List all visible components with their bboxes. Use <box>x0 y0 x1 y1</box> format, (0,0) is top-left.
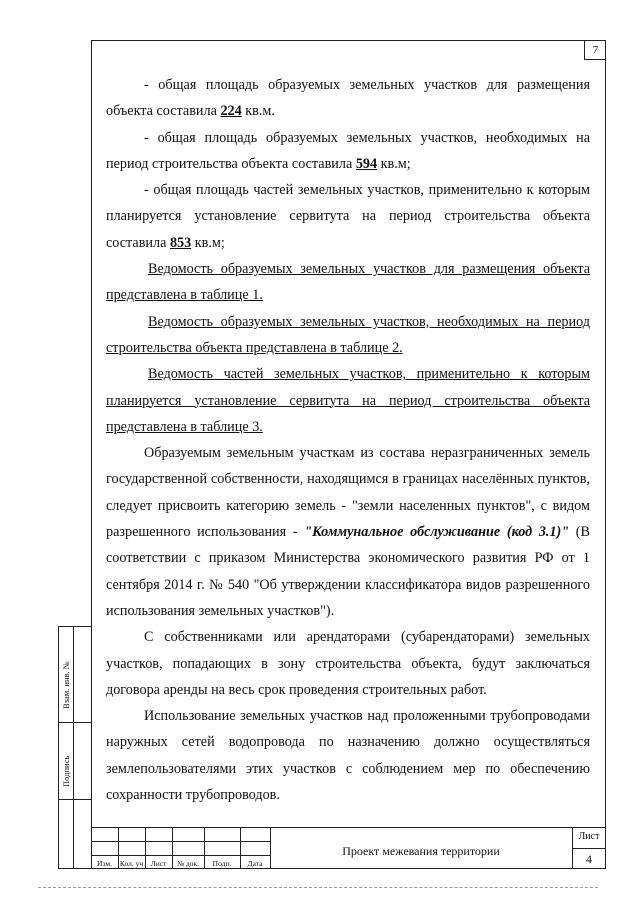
area-value-853: 853 <box>169 234 192 251</box>
permitted-use-text: "Коммунальное обслуживание (код 3.1)" <box>304 524 570 541</box>
col-list: Лист <box>150 859 167 868</box>
paragraph-area-construction: - общая площадь образуемых земельных участков, необходимых на период строительства объекта составила 594 кв.м; <box>106 129 590 172</box>
document-body <box>106 72 590 808</box>
paragraph-table2-ref: Ведомость образуемых земельных участков, необходимых на период строительства объекта представлена в таблице 2. <box>106 313 590 356</box>
col-kol-uch: Кол. уч <box>119 859 144 868</box>
corner-page-number: 7 <box>584 40 606 60</box>
title-block <box>91 827 606 869</box>
side-stamp <box>58 626 91 869</box>
col-izm: Изм. <box>97 859 112 868</box>
col-date: Дата <box>247 859 263 868</box>
col-doc-number: № док. <box>176 859 200 868</box>
replacement-inventory-label: Взам. инв. № <box>61 661 71 709</box>
paragraph-table3-ref: Ведомость частей земельных участков, применительно к которым планируется установление сервитута на период строительства объекта представлена в таблице 3. <box>106 366 590 435</box>
signature-label: Подпись <box>61 755 71 787</box>
area-value-224: 224 <box>220 103 242 120</box>
paragraph-area-servitude: - общая площадь частей земельных участков, применительно к которым планируется установление сервитута на период строительства объекта составила 853 кв.м; <box>106 182 590 251</box>
area-value-594: 594 <box>355 155 378 172</box>
paragraph-lease: С собственниками или арендаторами (субарендаторами) земельных участков, попадающих в зону строительства объекта, будут заключаться договора аренды на весь срок проведения строительных работ. <box>106 629 590 698</box>
sheet-number: 4 <box>586 852 592 866</box>
paragraph-land-category: Образуемым земельным участкам из состава неразграниченных земель государственной собственности, находящимся в границах населённых пунктов, следует присвоить категорию земель - "земли населенных пунктов", с видом разрешенного использования - "Коммунальное обслуживание (код 3.1)" (В соответствии с приказом Министерства экономического развития РФ от 1 сентября 2014 г. № 540 "Об утверждении классификатора видов разрешенного использования земельных участков"). <box>106 445 590 619</box>
paragraph-pipelines: Использование земельных участков над проложенными трубопроводами наружных сетей водопровода по назначению должно осуществляться землепользователями этих участков с соблюдением мер по обеспечению сохранности трубопроводов. <box>106 708 590 804</box>
col-signature: Подп. <box>212 859 232 868</box>
bottom-scan-edge <box>38 887 598 888</box>
document-title: Проект межевания территории <box>342 844 500 858</box>
sheet-label: Лист <box>578 831 600 842</box>
paragraph-table1-ref: Ведомость образуемых земельных участков для размещения объекта представлена в таблице 1. <box>106 261 590 304</box>
paragraph-area-objects: - общая площадь образуемых земельных участков для размещения объекта составила 224 кв.м. <box>106 77 590 120</box>
